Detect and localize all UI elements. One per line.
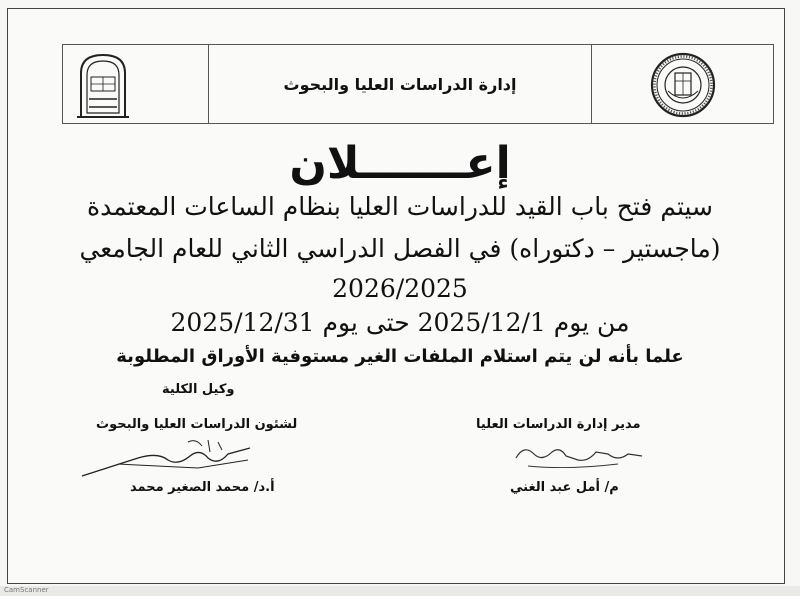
announcement-line-5: علما بأنه لن يتم استلام الملفات الغير مستوفية الأوراق المطلوبة (116, 346, 684, 367)
vice-dean-name: أ.د/ محمد الصغير محمد (130, 480, 275, 495)
announcement-heading: إعـــــــلان (289, 138, 511, 189)
vice-dean-title: وكيل الكلية (162, 382, 235, 397)
university-logo-left (73, 51, 133, 119)
scanner-footer (0, 586, 800, 596)
manager-name: م/ أمل عبد الغني (510, 480, 619, 495)
announcement-line-2: (ماجستير – دكتوراه) في الفصل الدراسي الثاني للعام الجامعي (79, 234, 721, 263)
announcement-line-4: من يوم 2025/12/1 حتى يوم 2025/12/31 (170, 308, 630, 337)
manager-signature (508, 440, 648, 476)
vice-dean-signature (78, 436, 258, 480)
university-seal-icon (646, 51, 720, 119)
vice-dean-subtitle: لشئون الدراسات العليا والبحوث (96, 417, 298, 432)
scanner-watermark: CamScanner (4, 586, 49, 594)
letterhead-left-cell (63, 45, 209, 123)
manager-title: مدير إدارة الدراسات العليا (476, 417, 641, 432)
announcement-line-1: سيتم فتح باب القيد للدراسات العليا بنظام الساعات المعتمدة (86, 192, 713, 221)
letterhead-right-cell (591, 45, 773, 123)
letterhead (62, 44, 774, 124)
letterhead-title: إدارة الدراسات العليا والبحوث (283, 74, 517, 94)
announcement-line-3: 2026/2025 (332, 274, 468, 303)
